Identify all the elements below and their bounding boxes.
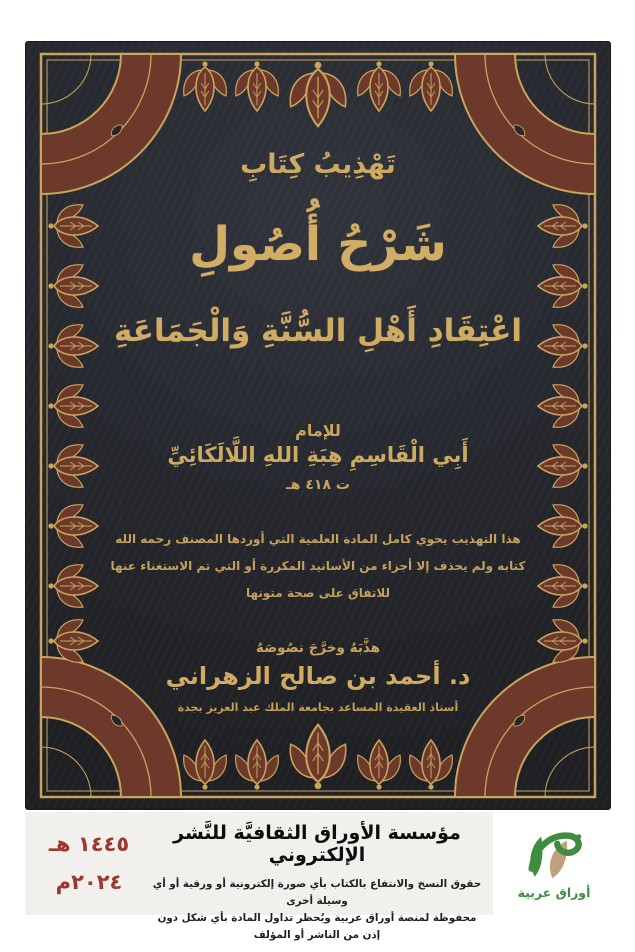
description-line-2: كتابه ولم يحذف إلا أجزاء من الأسانيد المكررة أو التي تم الاستغناء عنها — [110, 559, 526, 573]
author-death-date: ت ٤١٨ هـ — [286, 477, 350, 493]
cover-title-line1: شَرْحُ أُصُولِ — [189, 217, 447, 272]
publication-dates — [31, 825, 147, 901]
author-name: أَبِي الْقَاسِمِ هِبَةِ اللهِ اللَّالَكَائِيِّ — [167, 443, 469, 467]
description-line-3: للاتفاق على صحة متونها — [245, 586, 391, 600]
publisher-logo — [493, 812, 615, 915]
publisher-title: مؤسسة الأوراق الثقافيَّة للنَّشر الإلكتروني — [173, 822, 461, 866]
description-line-1: هذا التهذيب يحوي كامل المادة العلمية التي أوردها المصنف رحمه الله — [115, 532, 521, 546]
cover-title-line2: اعْتِقَادِ أَهْلِ السُّنَّةِ وَالْجَمَاعَةِ — [113, 313, 523, 349]
hijri-year: ١٤٤٥ هـ — [48, 832, 130, 856]
editor-name: د. أحمد بن صالح الزهراني — [165, 662, 471, 690]
logo-text: أوراق عربية — [517, 885, 591, 900]
gregorian-year: ٢٠٢٤م — [55, 870, 123, 894]
author-intro: للإمام — [295, 421, 341, 440]
cover-description — [25, 526, 611, 607]
copyright-line-2: محفوظة لمنصة أوراق عربية ويُحظر تداول المادة بأي شكل دون إذن من الناشر أو المؤلف — [157, 912, 477, 941]
editor-title: أستاذ العقيدة المساعد بجامعة الملك عبد العزيز بجدة — [177, 701, 459, 714]
book-cover — [25, 41, 611, 810]
awraq-arabia-logo-icon — [521, 827, 587, 883]
copyright-line-1: حقوق النسخ والانتفاع بالكتاب بأي صورة إلكترونية أو ورقية أو أي وسيلة أخرى — [152, 878, 482, 907]
publisher-footer-band — [25, 812, 493, 941]
editor-intro: هذَّبَهُ وخرَّجَ نصُوصَهُ — [255, 640, 381, 656]
cover-kicker: تَهْذِيبُ كِتَابِ — [240, 149, 396, 180]
publisher-info — [147, 822, 487, 944]
